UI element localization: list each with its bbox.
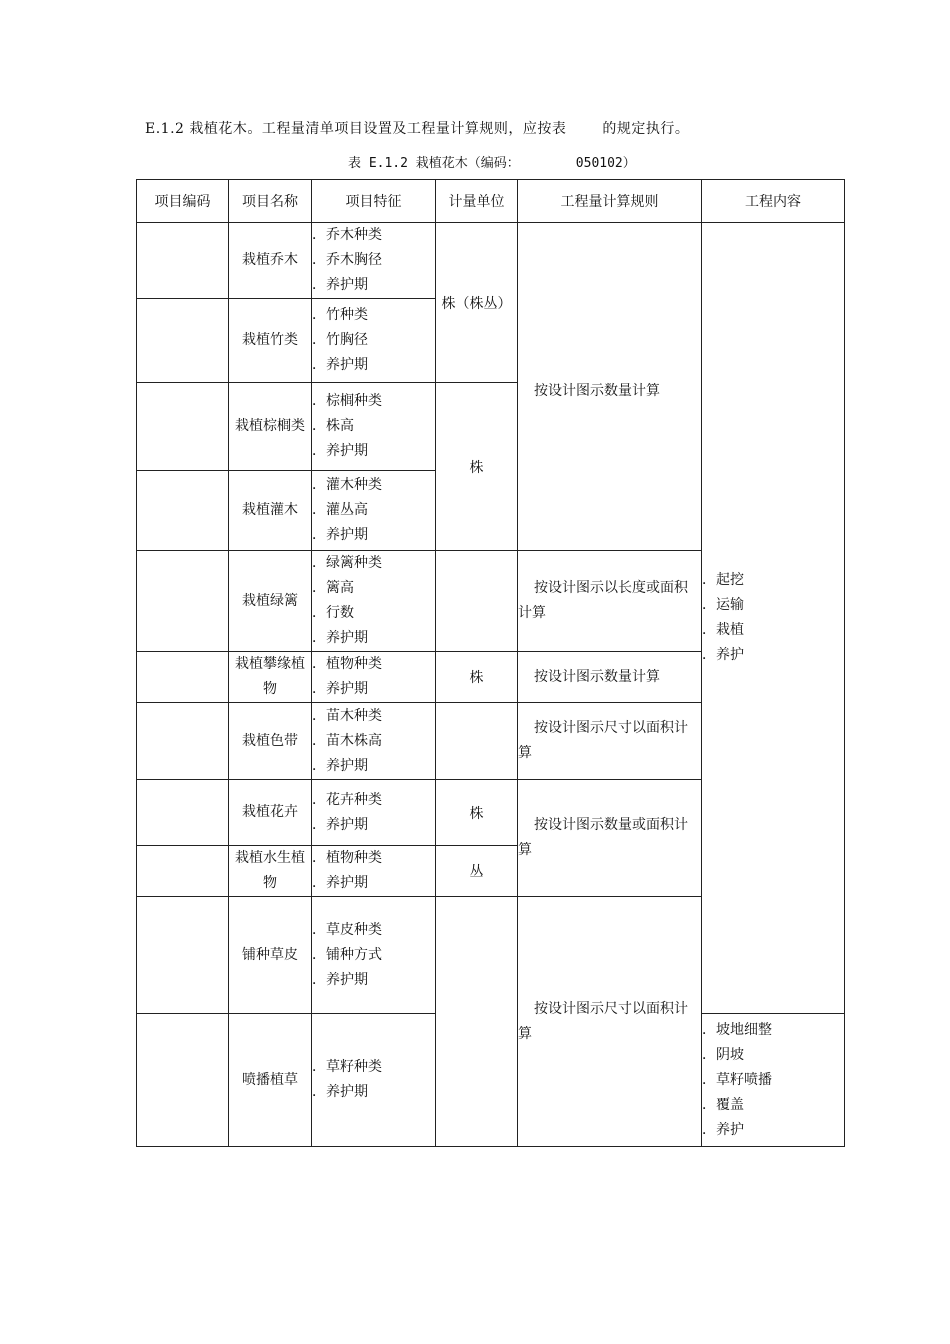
unit-cell: 丛 <box>436 846 518 897</box>
content-item: ． 覆盖 <box>702 1093 844 1118</box>
item-features <box>312 299 436 383</box>
item-name: 栽植竹类 <box>229 299 312 383</box>
feature: ． 养护期 <box>312 273 435 298</box>
unit-cell: 株 <box>436 780 518 846</box>
feature: ． 养护期 <box>312 523 435 548</box>
item-name: 栽植水生植物 <box>229 846 312 897</box>
feature: ． 苗木种类 <box>312 704 435 729</box>
item-name: 栽植棕榈类 <box>229 383 312 471</box>
feature: ． 养护期 <box>312 1080 435 1105</box>
item-name: 铺种草皮 <box>229 897 312 1014</box>
feature: ． 棕榈种类 <box>312 389 435 414</box>
unit-cell: 株 <box>436 652 518 703</box>
code-cell <box>137 897 229 1014</box>
item-features <box>312 652 436 703</box>
feature: ． 养护期 <box>312 439 435 464</box>
item-name: 栽植花卉 <box>229 780 312 846</box>
code-cell <box>137 299 229 383</box>
content-item: ． 养护 <box>702 643 844 668</box>
feature: ． 养护期 <box>312 626 435 651</box>
header-code: 项目编码 <box>137 180 229 223</box>
header-features: 项目特征 <box>312 180 436 223</box>
header-unit: 计量单位 <box>436 180 518 223</box>
code-cell <box>137 703 229 780</box>
spec-table <box>136 179 845 1147</box>
content-item: ． 起挖 <box>702 568 844 593</box>
caption-label: 表 E.1.2 栽植花木（编码： <box>348 156 520 171</box>
item-name: 栽植乔木 <box>229 223 312 299</box>
feature: ． 竹胸径 <box>312 328 435 353</box>
feature: ． 苗木株高 <box>312 729 435 754</box>
feature: ． 行数 <box>312 601 435 626</box>
rule-cell: 按设计图示数量或面积计算 <box>518 780 702 897</box>
item-name: 栽植攀缘植物 <box>229 652 312 703</box>
content-item: ． 养护 <box>702 1118 844 1143</box>
feature: ． 株高 <box>312 414 435 439</box>
feature: ． 养护期 <box>312 871 435 896</box>
table-header-row <box>137 180 845 223</box>
feature: ． 灌木种类 <box>312 473 435 498</box>
feature: ． 草籽种类 <box>312 1055 435 1080</box>
code-cell <box>137 1014 229 1147</box>
feature: ． 草皮种类 <box>312 918 435 943</box>
header-rule: 工程量计算规则 <box>518 180 702 223</box>
item-name: 栽植灌木 <box>229 471 312 551</box>
item-features <box>312 780 436 846</box>
code-cell <box>137 652 229 703</box>
item-features <box>312 551 436 652</box>
feature: ． 花卉种类 <box>312 788 435 813</box>
content-item: ． 草籽喷播 <box>702 1068 844 1093</box>
code-cell <box>137 551 229 652</box>
rule-cell: 按设计图示尺寸以面积计算 <box>518 703 702 780</box>
unit-cell: 株 <box>436 383 518 551</box>
item-features <box>312 703 436 780</box>
unit-cell: 株（株丛） <box>436 223 518 383</box>
intro-text-before: E.1.2 栽植花木。工程量清单项目设置及工程量计算规则，应按表 <box>145 121 567 137</box>
content-cell <box>702 1014 845 1147</box>
item-features <box>312 846 436 897</box>
rule-cell: 按设计图示尺寸以面积计算 <box>518 897 702 1147</box>
feature: ． 植物种类 <box>312 652 435 677</box>
feature: ． 乔木种类 <box>312 223 435 248</box>
item-features <box>312 897 436 1014</box>
feature: ． 养护期 <box>312 353 435 378</box>
feature: ． 养护期 <box>312 968 435 993</box>
feature: ． 铺种方式 <box>312 943 435 968</box>
feature: ． 乔木胸径 <box>312 248 435 273</box>
code-cell <box>137 223 229 299</box>
item-name: 栽植色带 <box>229 703 312 780</box>
feature: ． 绿篱种类 <box>312 551 435 576</box>
unit-cell <box>436 897 518 1147</box>
content-item: ． 坡地细整 <box>702 1018 844 1043</box>
code-cell <box>137 846 229 897</box>
rule-cell: 按设计图示以长度或面积计算 <box>518 551 702 652</box>
rule-cell: 按设计图示数量计算 <box>518 223 702 551</box>
header-content: 工程内容 <box>702 180 845 223</box>
feature: ． 灌丛高 <box>312 498 435 523</box>
content-item: ． 阴坡 <box>702 1043 844 1068</box>
code-cell <box>137 383 229 471</box>
header-name: 项目名称 <box>229 180 312 223</box>
feature: ． 养护期 <box>312 813 435 838</box>
feature: ． 养护期 <box>312 677 435 702</box>
item-features <box>312 383 436 471</box>
feature: ． 竹种类 <box>312 303 435 328</box>
item-name: 喷播植草 <box>229 1014 312 1147</box>
table-caption <box>348 152 636 171</box>
content-item: ． 栽植 <box>702 618 844 643</box>
content-item: ． 运输 <box>702 593 844 618</box>
feature: ． 植物种类 <box>312 846 435 871</box>
unit-cell <box>436 551 518 652</box>
unit-cell <box>436 703 518 780</box>
item-features <box>312 471 436 551</box>
feature: ． 篱高 <box>312 576 435 601</box>
intro-text-after: 的规定执行。 <box>602 121 690 137</box>
caption-code: 050102） <box>575 156 636 171</box>
feature: ． 养护期 <box>312 754 435 779</box>
item-features <box>312 223 436 299</box>
code-cell <box>137 780 229 846</box>
code-cell <box>137 471 229 551</box>
item-features <box>312 1014 436 1147</box>
rule-cell: 按设计图示数量计算 <box>518 652 702 703</box>
content-cell <box>702 223 845 1014</box>
intro-paragraph <box>145 118 689 138</box>
table-row <box>137 223 845 299</box>
item-name: 栽植绿篱 <box>229 551 312 652</box>
